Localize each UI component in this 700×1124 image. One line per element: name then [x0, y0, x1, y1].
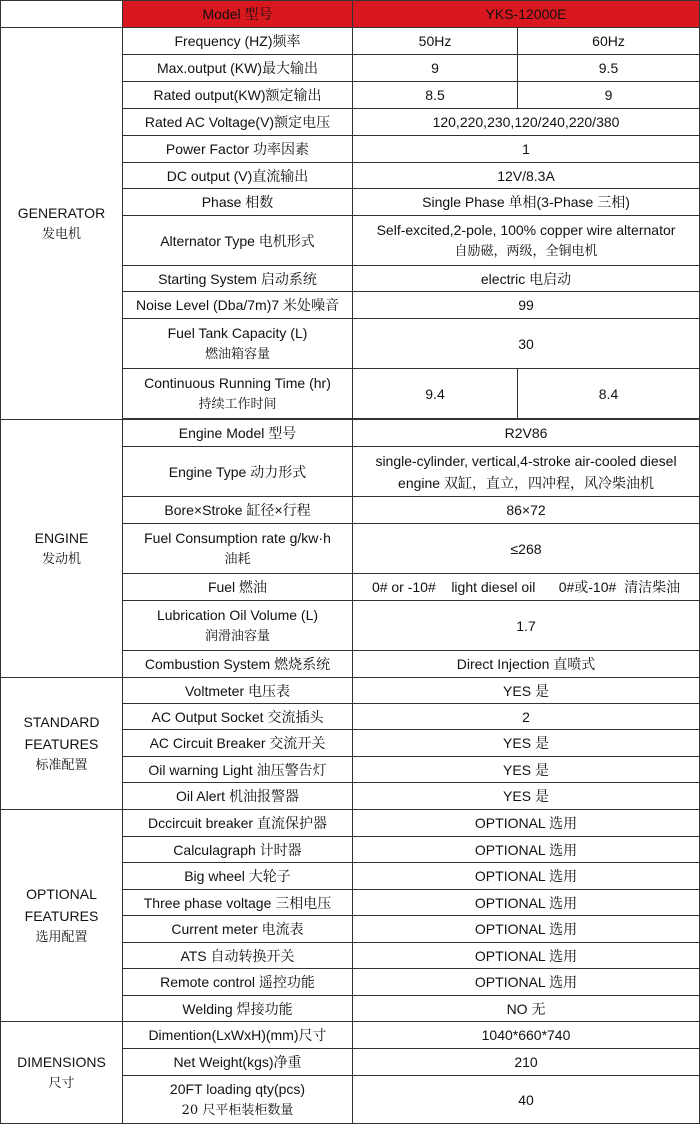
section-title-en-1: OPTIONAL	[26, 885, 97, 902]
oil-alert-value: YES 是	[353, 783, 700, 810]
socket-label: AC Output Socket 交流插头	[123, 704, 353, 730]
dimention-label: Dimention(LxWxH)(mm)尺寸	[123, 1022, 353, 1049]
welding-label: Welding 焊接功能	[123, 996, 353, 1022]
frequency-50: 50Hz	[353, 28, 518, 55]
section-title-cn: 发动机	[41, 551, 81, 567]
lube-value: 1.7	[353, 601, 700, 651]
voltmeter-value: YES 是	[353, 678, 700, 704]
fuel-value: 0# or -10# light diesel oil 0#或-10# 清洁柴油	[353, 574, 700, 601]
calculagraph-label: Calculagraph 计时器	[123, 837, 353, 863]
socket-value: 2	[353, 704, 700, 730]
engine-type-value	[353, 447, 700, 497]
bore-value: 86×72	[353, 497, 700, 524]
breaker-value: YES 是	[353, 730, 700, 757]
section-generator	[1, 28, 123, 420]
oil-alert-label: Oil Alert 机油报警器	[123, 783, 353, 810]
consumption-value: ≤268	[353, 524, 700, 574]
running-time-label-en: Continuous Running Time (hr)	[144, 374, 331, 391]
lube-label-en: Lubrication Oil Volume (L)	[156, 606, 319, 623]
noise-label: Noise Level (Dba/7m)7 米处噪音	[123, 292, 353, 319]
rated-voltage-label: Rated AC Voltage(V)额定电压	[123, 109, 353, 136]
section-title-cn: 尺寸	[48, 1075, 75, 1091]
table-row	[1, 678, 700, 704]
starting-label: Starting System 启动系统	[123, 266, 353, 292]
engine-type-value-line1: single-cylinder, vertical,4-stroke air-cooled diesel	[375, 452, 677, 469]
rated-voltage-value: 120,220,230,120/240,220/380	[353, 109, 700, 136]
alternator-value-en: Self-excited,2-pole, 100% copper wire alternator	[376, 221, 676, 238]
welding-value: NO 无	[353, 996, 700, 1022]
alternator-label: Alternator Type 电机形式	[123, 216, 353, 266]
three-phase-value: OPTIONAL 选用	[353, 890, 700, 916]
running-time-label	[123, 369, 353, 419]
engine-type-label: Engine Type 动力形式	[123, 447, 353, 497]
oil-light-label: Oil warning Light 油压警告灯	[123, 757, 353, 783]
fuel-tank-label-en: Fuel Tank Capacity (L)	[167, 324, 308, 341]
oil-light-value: YES 是	[353, 757, 700, 783]
engine-model-label: Engine Model 型号	[123, 420, 353, 447]
lube-label-cn: 润滑油容量	[204, 628, 270, 644]
section-standard	[1, 678, 123, 810]
consumption-label	[123, 524, 353, 574]
rated-output-label: Rated output(KW)额定输出	[123, 82, 353, 109]
max-output-50: 9	[353, 55, 518, 82]
section-title-cn: 标准配置	[35, 757, 88, 773]
noise-value: 99	[353, 292, 700, 319]
section-dimensions	[1, 1022, 123, 1124]
dc-output-label: DC output (V)直流输出	[123, 163, 353, 189]
header-row	[1, 1, 700, 28]
rated-output-60: 9	[518, 82, 700, 109]
remote-label: Remote control 遥控功能	[123, 969, 353, 996]
table-row	[1, 28, 700, 55]
table-row	[1, 420, 700, 447]
rated-output-50: 8.5	[353, 82, 518, 109]
section-title-cn: 发电机	[41, 226, 81, 242]
fuel-tank-value: 30	[353, 319, 700, 369]
power-factor-value: 1	[353, 136, 700, 163]
header-blank-cell	[1, 1, 123, 28]
calculagraph-value: OPTIONAL 选用	[353, 837, 700, 863]
loading-label	[123, 1076, 353, 1124]
combustion-value: Direct Injection 直喷式	[353, 651, 700, 678]
bore-label: Bore×Stroke 缸径×行程	[123, 497, 353, 524]
three-phase-label: Three phase voltage 三相电压	[123, 890, 353, 916]
model-value: YKS-12000E	[353, 1, 700, 28]
engine-type-value-line2: engine 双缸，直立，四冲程，风冷柴油机	[398, 474, 654, 491]
current-label: Current meter 电流表	[123, 916, 353, 943]
loading-label-cn: 20 尺平柜装柜数量	[181, 1102, 294, 1118]
phase-label: Phase 相数	[123, 189, 353, 216]
dc-breaker-value: OPTIONAL 选用	[353, 810, 700, 837]
max-output-60: 9.5	[518, 55, 700, 82]
combustion-label: Combustion System 燃烧系统	[123, 651, 353, 678]
running-time-50: 9.4	[353, 369, 518, 419]
table-row	[1, 810, 700, 837]
dc-output-value: 12V/8.3A	[353, 163, 700, 189]
running-time-60: 8.4	[518, 369, 700, 419]
table-row	[1, 1022, 700, 1049]
max-output-label: Max.output (KW)最大输出	[123, 55, 353, 82]
fuel-tank-label-cn: 燃油箱容量	[204, 346, 270, 362]
consumption-label-cn: 油耗	[224, 551, 251, 567]
breaker-label: AC Circuit Breaker 交流开关	[123, 730, 353, 757]
consumption-label-en: Fuel Consumption rate g/kw·h	[144, 529, 331, 546]
section-engine	[1, 420, 123, 678]
fuel-tank-label	[123, 319, 353, 369]
frequency-60: 60Hz	[518, 28, 700, 55]
lube-label	[123, 601, 353, 651]
section-title-en-2: FEATURES	[24, 735, 99, 752]
dc-breaker-label: Dccircuit breaker 直流保护器	[123, 810, 353, 837]
starting-value: electric 电启动	[353, 266, 700, 292]
section-title-cn: 选用配置	[35, 929, 88, 945]
dimention-value: 1040*660*740	[353, 1022, 700, 1049]
alternator-value	[353, 216, 700, 266]
running-time-label-cn: 持续工作时间	[198, 396, 277, 412]
loading-label-en: 20FT loading qty(pcs)	[169, 1080, 306, 1097]
section-title-en-2: FEATURES	[24, 907, 99, 924]
wheel-label: Big wheel 大轮子	[123, 863, 353, 890]
section-optional	[1, 810, 123, 1022]
alternator-value-cn: 自励磁，两级，全铜电机	[454, 243, 598, 259]
model-label: Model 型号	[123, 1, 353, 28]
power-factor-label: Power Factor 功率因素	[123, 136, 353, 163]
fuel-label: Fuel 燃油	[123, 574, 353, 601]
section-title-en: DIMENSIONS	[17, 1053, 106, 1070]
remote-value: OPTIONAL 选用	[353, 969, 700, 996]
ats-label: ATS 自动转换开关	[123, 943, 353, 969]
current-value: OPTIONAL 选用	[353, 916, 700, 943]
weight-label: Net Weight(kgs)净重	[123, 1049, 353, 1076]
voltmeter-label: Voltmeter 电压表	[123, 678, 353, 704]
phase-value: Single Phase 单相(3-Phase 三相)	[353, 189, 700, 216]
section-title-en-1: STANDARD	[23, 713, 100, 730]
section-title-en: GENERATOR	[17, 204, 106, 221]
wheel-value: OPTIONAL 选用	[353, 863, 700, 890]
ats-value: OPTIONAL 选用	[353, 943, 700, 969]
loading-value: 40	[353, 1076, 700, 1124]
weight-value: 210	[353, 1049, 700, 1076]
engine-model-value: R2V86	[353, 420, 700, 447]
frequency-label: Frequency (HZ)频率	[123, 28, 353, 55]
section-title-en: ENGINE	[34, 529, 89, 546]
